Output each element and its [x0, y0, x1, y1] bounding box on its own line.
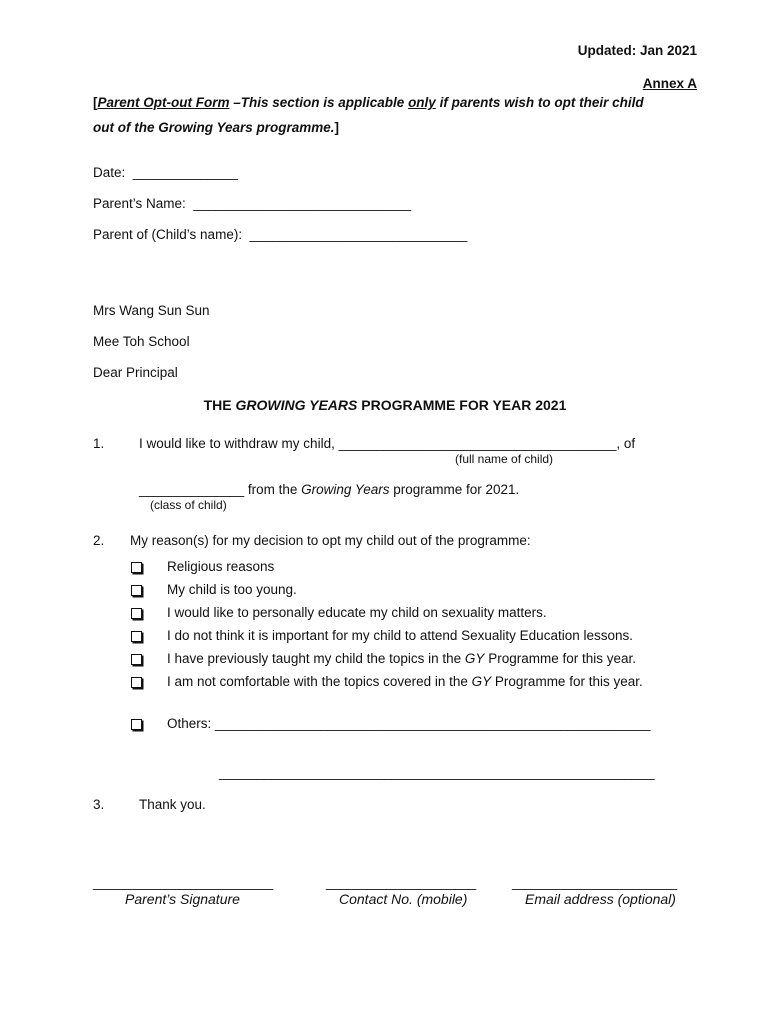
parent-of-label: Parent of (Child’s name): — [93, 227, 243, 242]
intro-open-bracket: [ — [93, 95, 98, 110]
item1-from-text: from the — [244, 482, 302, 497]
date-label: Date: — [93, 165, 126, 180]
contact-label: Contact No. (mobile) — [339, 891, 468, 907]
intro-rest-text: if parents wish to opt their child — [435, 95, 644, 110]
email-line[interactable]: ______________________ — [512, 875, 678, 890]
intro-only: only — [408, 95, 436, 110]
reason-label — [167, 674, 643, 689]
intro-line-2-text: out of the Growing Years programme. — [93, 120, 335, 135]
reason-label: I do not think it is important for my child to attend Sexuality Education lessons. — [167, 628, 633, 643]
item2-text: My reason(s) for my decision to opt my child out of the programme: — [130, 533, 531, 548]
item1-text: I would like to withdraw my child, — [139, 436, 339, 451]
title-post: PROGRAMME FOR YEAR 2021 — [357, 397, 567, 413]
reason6-post: Programme for this year. — [491, 674, 643, 689]
addressee-school: Mee Toh School — [93, 334, 190, 349]
contact-line[interactable]: ____________________ — [326, 875, 477, 890]
item3-number: 3. — [93, 797, 105, 812]
page-title — [0, 397, 770, 413]
reason6-gy: GY — [471, 674, 492, 689]
item1-of: , of — [616, 436, 636, 451]
parent-signature-label: Parent’s Signature — [125, 891, 240, 907]
item1-gy-italic: Growing Years — [301, 482, 390, 497]
item1-number: 1. — [93, 436, 105, 451]
email-label: Email address (optional) — [525, 891, 676, 907]
checkbox-icon[interactable] — [131, 654, 142, 665]
reason-label — [167, 651, 636, 666]
date-blank[interactable]: ______________ — [132, 165, 238, 180]
reason6-pre: I am not comfortable with the topics covered in the — [167, 674, 472, 689]
addressee-name: Mrs Wang Sun Sun — [93, 303, 210, 318]
child-name-blank[interactable]: _____________________________________ — [338, 436, 617, 451]
reason5-gy: GY — [464, 651, 485, 666]
title-pre: THE — [203, 397, 236, 413]
intro-applicable-text: –This section is applicable — [229, 95, 409, 110]
annex-label: Annex A — [642, 76, 697, 91]
intro-line-2 — [93, 120, 339, 135]
class-blank[interactable]: ______________ — [139, 482, 245, 497]
intro-close-bracket: ] — [334, 120, 340, 135]
checkbox-icon[interactable] — [131, 562, 142, 573]
parent-name-field[interactable] — [93, 196, 411, 211]
intro-line-1 — [93, 95, 644, 110]
reason-label: My child is too young. — [167, 582, 297, 597]
item2-number: 2. — [93, 533, 105, 548]
date-field[interactable] — [93, 165, 238, 180]
checkbox-icon[interactable] — [131, 631, 142, 642]
title-italic: GROWING YEARS — [235, 397, 358, 413]
parent-name-label: Parent’s Name: — [93, 196, 186, 211]
intro-form-name: Parent Opt-out Form — [97, 95, 230, 110]
checkbox-icon[interactable] — [131, 585, 142, 596]
parent-name-blank[interactable]: _____________________________ — [193, 196, 412, 211]
reason5-pre: I have previously taught my child the topics in the — [167, 651, 465, 666]
checkbox-icon[interactable] — [131, 677, 142, 688]
item1-line — [139, 436, 635, 451]
checkbox-icon[interactable] — [131, 608, 142, 619]
parent-of-blank[interactable]: _____________________________ — [249, 227, 468, 242]
signature-line[interactable]: ________________________ — [93, 875, 274, 890]
item1-programme-text: programme for 2021. — [389, 482, 520, 497]
others-label: Others: — [167, 716, 216, 731]
checkbox-icon[interactable] — [131, 719, 142, 730]
addressee-greeting: Dear Principal — [93, 365, 178, 380]
others-blank-2[interactable]: __________________________________________________________ — [219, 765, 655, 780]
item1-line-2 — [139, 482, 519, 497]
reason-label: Religious reasons — [167, 559, 275, 574]
item3-text: Thank you. — [139, 797, 206, 812]
reason-label: I would like to personally educate my child on sexuality matters. — [167, 605, 547, 620]
others-line — [167, 716, 650, 731]
updated-date: Updated: Jan 2021 — [577, 43, 697, 58]
full-name-note: (full name of child) — [455, 452, 554, 466]
class-note: (class of child) — [150, 498, 227, 512]
reason5-post: Programme for this year. — [484, 651, 636, 666]
others-blank[interactable]: __________________________________________________________ — [215, 716, 651, 731]
parent-of-field[interactable] — [93, 227, 467, 242]
